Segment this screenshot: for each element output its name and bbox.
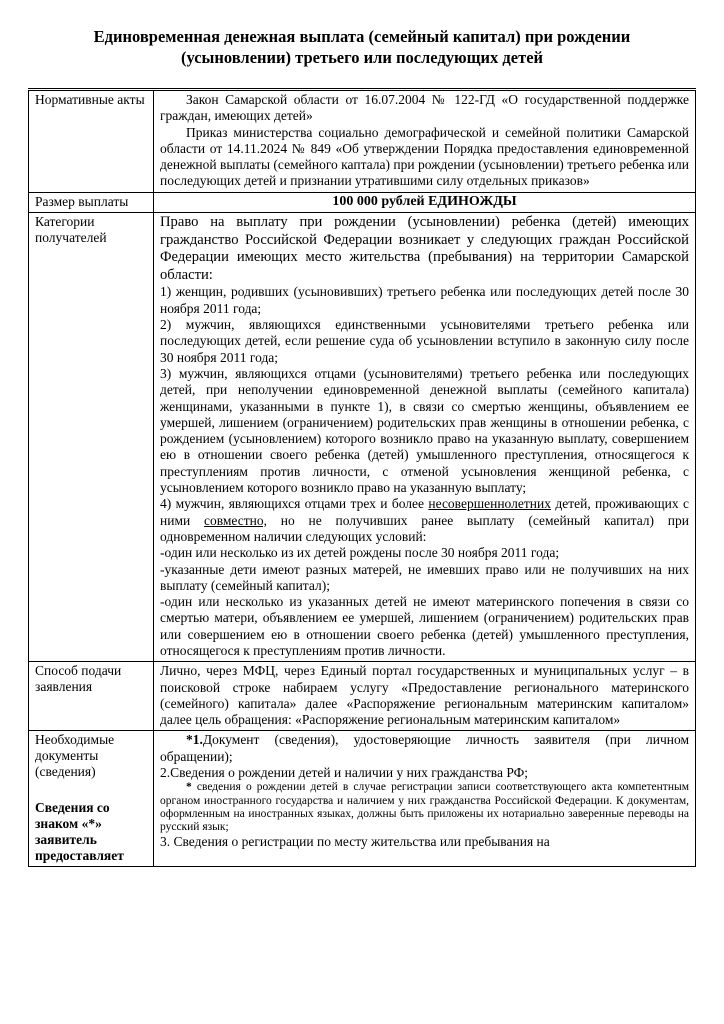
info-table <box>28 88 696 867</box>
value-method: Лично, через МФЦ, через Единый портал государственных и муниципальных услуг – в поисковой строке набираем услугу «Предоставление регионального материнского (семейного) капитала» далее «Распоряжение региональным материнским капиталом» далее цель обращения: «Распоряжение региональным материнским капиталом» <box>154 662 696 731</box>
condition-3: -один или несколько из указанных детей не имеют материнского попечения в связи со смертью матери, объявлением ее умершей, лишением (ограничением) родительских прав или совершением ею в отношении своего ребенка (детей) умышленного преступления, относящегося к преступлениям против личности. <box>160 594 689 658</box>
condition-1: -один или несколько из их детей рождены после 30 ноября 2011 года; <box>160 545 560 561</box>
label-amount: Размер выплаты <box>29 192 154 212</box>
value-normative <box>154 90 696 193</box>
category-item-2: 2) мужчин, являющихся единственными усыновителями третьего ребенка или последующих детей, если решение суда об усыновлении вступило в законную силу после 30 ноября 2011 года; <box>160 317 689 365</box>
documents-label: Необходимые документы (сведения) <box>35 732 115 780</box>
title-line-2: (усыновлении) третьего или последующих детей <box>180 48 544 67</box>
table-row-method <box>29 662 696 731</box>
table-row-documents <box>29 731 696 867</box>
table-row-amount <box>29 192 696 212</box>
documents-note: Сведения со знаком «*» заявитель предоставляет <box>35 800 124 864</box>
value-documents <box>154 731 696 867</box>
order-reference: Приказ министерства социально демографической и семейной политики Самарской области от 14.11.2024 № 849 «Об утверждении Порядка предоставления единовременной денежной выплаты (семейного каптала) при рождении (усыновлении) третьего ребенка или последующих детей и признании утратившими силу отдельных приказов» <box>160 124 689 189</box>
table-row-normative <box>29 90 696 193</box>
label-method: Способ подачи заявления <box>29 662 154 731</box>
label-categories: Категории получателей <box>29 213 154 662</box>
page-title <box>40 26 684 68</box>
law-reference: Закон Самарской области от 16.07.2004 № 122-ГД «О государственной поддержке граждан, имеющих детей» <box>160 92 689 124</box>
label-normative: Нормативные акты <box>29 90 154 193</box>
label-documents <box>29 731 154 867</box>
document-1: *1.Документ (сведения), удостоверяющие личность заявителя (при личном обращении); <box>160 732 689 764</box>
document-3: 3. Сведения о регистрации по месту жительства или пребывания на <box>160 834 550 850</box>
document-2: 2.Сведения о рождении детей и наличии у них гражданства РФ; <box>160 765 529 781</box>
underlined-minors: несовершеннолетних <box>428 496 551 512</box>
categories-intro: Право на выплату при рождении (усыновлении) ребенка (детей) имеющих гражданство Российской Федерации возникает у следующих граждан Российской Федерации имеющих место жительства (пребывания) на территории Самарской области: <box>160 214 689 283</box>
category-item-3: 3) мужчин, являющихся отцами (усыновителями) третьего ребенка или последующих детей, при неполучении единовременной денежной выплаты (семейного капитала) женщинами, указанными в пункте 1), в связи со смертью женщины, объявлением ее умершей, лишением (ограничением) родительских прав женщины в отношении ребенка, с рождением (усыновлением) которого возникло право на указанную выплату, совершением ею в отношении своего ребенка (детей) умышленного преступления, относящегося к преступлениям против личности, с отменой усыновления женщиной ребенка, с усыновлением которого возникло право на указанную выплату; <box>160 365 689 496</box>
table-row-categories <box>29 213 696 662</box>
amount-value: 100 000 рублей ЕДИНОЖДЫ <box>332 193 517 209</box>
condition-2: -указанные дети имеют разных матерей, не имевших право или не получивших на них выплату (семейный капитал); <box>160 561 689 593</box>
category-item-4: 4) мужчин, являющихся отцами трех и более несовершеннолетних детей, проживающих с ними совместно, но не получивших ранее выплату (семейный капитал) при одновременном наличии следующих условий: <box>160 496 690 544</box>
title-line-1: Единовременная денежная выплата (семейный капитал) при рождении <box>93 27 631 46</box>
underlined-jointly: совместно, <box>204 512 267 528</box>
value-categories <box>154 213 696 662</box>
category-item-1: 1) женщин, родивших (усыновивших) третьего ребенка или последующих детей после 30 ноября 2011 года; <box>160 284 689 316</box>
footnote: * сведения о рождении детей в случае регистрации записи соответствующего акта компетентным органом иностранного государства и наличием у них гражданства Российской Федерации. К документам, оформленным на иностранных языках, должны быть приложены их нотариально заверенные переводы на русский язык; <box>160 781 689 833</box>
